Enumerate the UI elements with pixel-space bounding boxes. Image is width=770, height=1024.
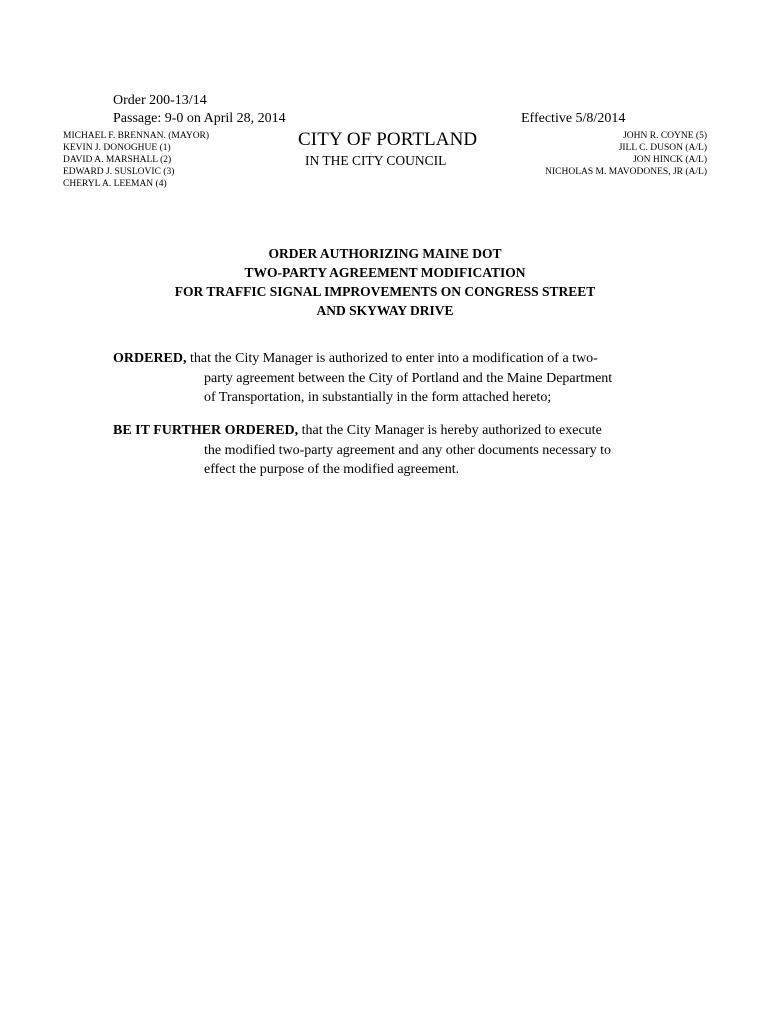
ordered-lead: ORDERED, — [113, 351, 187, 366]
order-title-line: TWO-PARTY AGREEMENT MODIFICATION — [244, 265, 526, 280]
council-member: NICHOLAS M. MAVODONES, JR (A/L) — [545, 167, 707, 177]
passage-line: Passage: 9-0 on April 28, 2014 — [113, 111, 286, 126]
further-ordered-text: the modified two-party agreement and any other documents necessary to — [204, 442, 612, 458]
order-title-line: ORDER AUTHORIZING MAINE DOT — [268, 246, 502, 261]
council-member: KEVIN J. DONOGHUE (1) — [63, 143, 171, 153]
order-title-line: FOR TRAFFIC SIGNAL IMPROVEMENTS ON CONGRESS STREET — [174, 284, 596, 299]
effective-date: Effective 5/8/2014 — [521, 111, 626, 126]
council-member: JOHN R. COYNE (5) — [623, 131, 707, 141]
council-members-left — [63, 130, 209, 190]
further-ordered-text: that the City Manager is hereby authorized to execute — [298, 423, 602, 438]
ordered-text: party agreement between the City of Portland and the Maine Department — [204, 370, 613, 386]
ordered-text: of Transportation, in substantially in the form attached hereto; — [204, 390, 552, 405]
ordered-text: that the City Manager is authorized to enter into a modification of a two- — [186, 351, 598, 366]
council-member: MICHAEL F. BRENNAN. (MAYOR) — [63, 131, 210, 141]
council-subtitle: IN THE CITY COUNCIL — [305, 153, 447, 168]
council-members-right — [545, 130, 707, 178]
council-member: EDWARD J. SUSLOVIC (3) — [63, 167, 175, 177]
order-number: Order 200-13/14 — [113, 93, 207, 108]
council-member: DAVID A. MARSHALL (2) — [63, 155, 172, 165]
council-member: JILL C. DUSON (A/L) — [618, 143, 707, 153]
further-ordered-lead: BE IT FURTHER ORDERED, — [113, 423, 299, 438]
council-member: JON HINCK (A/L) — [633, 155, 707, 165]
further-ordered-text: effect the purpose of the modified agreement. — [204, 462, 460, 477]
order-title-line: AND SKYWAY DRIVE — [316, 303, 454, 318]
further-ordered-paragraph — [113, 421, 611, 480]
order-title — [0, 244, 770, 320]
ordered-paragraph — [113, 349, 612, 408]
city-title: CITY OF PORTLAND — [298, 129, 478, 150]
council-member: CHERYL A. LEEMAN (4) — [63, 179, 167, 189]
